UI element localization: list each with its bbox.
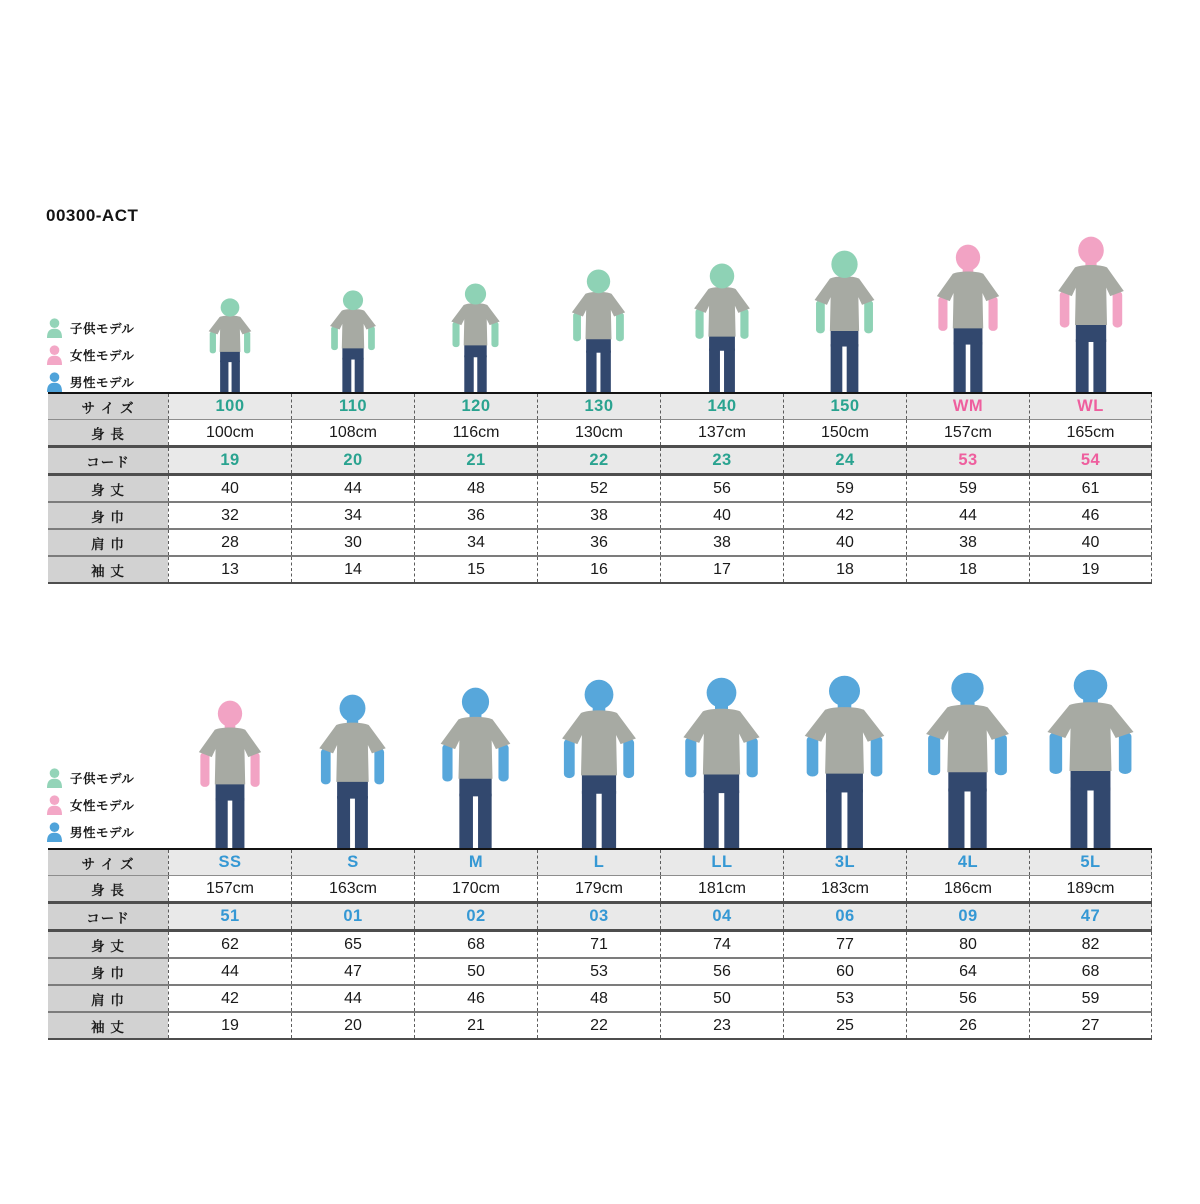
sleeve_length-cell-150: 18 (783, 557, 906, 582)
shoulder_width-cell-120: 34 (414, 530, 537, 555)
sleeve_length-cell-L: 22 (537, 1013, 660, 1038)
table-row-code (48, 448, 1152, 476)
model-figure-S (312, 694, 393, 849)
size-cell-150: 150 (783, 394, 906, 419)
row-label-body_width: 身 巾 (48, 959, 168, 984)
height-cell-LL: 181cm (660, 876, 783, 901)
table-row-body_length (48, 476, 1152, 503)
model-legend-bottom (46, 762, 196, 843)
height-cell-120: 116cm (414, 420, 537, 445)
body_width-cell-L: 53 (537, 959, 660, 984)
body_width-cell-S: 47 (291, 959, 414, 984)
height-cell-150: 150cm (783, 420, 906, 445)
shoulder_width-cell-3L: 53 (783, 986, 906, 1011)
legend-label-child: 子供モデル (70, 771, 135, 786)
body_width-cell-120: 36 (414, 503, 537, 528)
shoulder_width-cell-WL: 40 (1029, 530, 1152, 555)
row-label-shoulder_width: 肩 巾 (48, 986, 168, 1011)
code-cell-140: 23 (660, 448, 783, 473)
code-cell-130: 22 (537, 448, 660, 473)
size-cell-100: 100 (168, 394, 291, 419)
legend-item-child (46, 312, 196, 339)
model-figure-140 (688, 263, 756, 393)
legend-label-female: 女性モデル (70, 798, 135, 813)
size-cell-WM: WM (906, 394, 1029, 419)
model-figure-5L (1038, 669, 1143, 849)
height-cell-WM: 157cm (906, 420, 1029, 445)
shoulder_width-cell-150: 40 (783, 530, 906, 555)
row-label-sleeve_length: 袖 丈 (48, 1013, 168, 1038)
size-cell-4L: 4L (906, 850, 1029, 875)
body_width-cell-4L: 64 (906, 959, 1029, 984)
model-figure-110 (325, 290, 381, 393)
model-figure-100 (204, 298, 256, 393)
row-label-body_width: 身 巾 (48, 503, 168, 528)
height-cell-L: 179cm (537, 876, 660, 901)
row-label-shoulder_width: 肩 巾 (48, 530, 168, 555)
height-cell-3L: 183cm (783, 876, 906, 901)
sleeve_length-cell-120: 15 (414, 557, 537, 582)
size-cell-3L: 3L (783, 850, 906, 875)
model-figure-WL (1051, 236, 1131, 393)
row-label-sleeve_length: 袖 丈 (48, 557, 168, 582)
shoulder_width-cell-5L: 59 (1029, 986, 1152, 1011)
table-row-body_width (48, 959, 1152, 986)
code-cell-5L: 47 (1029, 904, 1152, 929)
body_width-cell-WM: 44 (906, 503, 1029, 528)
code-cell-WM: 53 (906, 448, 1029, 473)
table-row-size (48, 394, 1152, 420)
body_length-cell-LL: 74 (660, 932, 783, 957)
code-cell-WL: 54 (1029, 448, 1152, 473)
size-table-kids-womens (48, 392, 1152, 584)
size-cell-L: L (537, 850, 660, 875)
code-cell-L: 03 (537, 904, 660, 929)
size-cell-S: S (291, 850, 414, 875)
body_length-cell-4L: 80 (906, 932, 1029, 957)
legend-label-child: 子供モデル (70, 321, 135, 336)
table-row-sleeve_length (48, 557, 1152, 584)
model-figure-LL (675, 677, 768, 849)
height-cell-S: 163cm (291, 876, 414, 901)
size-cell-SS: SS (168, 850, 291, 875)
table-row-size (48, 850, 1152, 876)
code-cell-M: 02 (414, 904, 537, 929)
body_length-cell-WM: 59 (906, 476, 1029, 501)
table-row-body_width (48, 503, 1152, 530)
sleeve_length-cell-140: 17 (660, 557, 783, 582)
code-cell-LL: 04 (660, 904, 783, 929)
model-figure-120 (446, 283, 505, 393)
height-cell-SS: 157cm (168, 876, 291, 901)
body_width-cell-WL: 46 (1029, 503, 1152, 528)
row-label-body_length: 身 丈 (48, 476, 168, 501)
shoulder_width-cell-SS: 42 (168, 986, 291, 1011)
model-figure-WM (930, 244, 1006, 393)
row-label-code: コード (48, 448, 168, 473)
legend-item-female (46, 789, 196, 816)
body_width-cell-3L: 60 (783, 959, 906, 984)
table-row-shoulder_width (48, 986, 1152, 1013)
sleeve_length-cell-3L: 25 (783, 1013, 906, 1038)
sleeve_length-cell-LL: 23 (660, 1013, 783, 1038)
model-figure-130 (566, 269, 631, 393)
height-cell-4L: 186cm (906, 876, 1029, 901)
body_length-cell-5L: 82 (1029, 932, 1152, 957)
legend-label-male: 男性モデル (70, 375, 135, 390)
body_width-cell-130: 38 (537, 503, 660, 528)
model-legend-top (46, 312, 196, 393)
table-row-code (48, 904, 1152, 932)
row-label-height: 身 長 (48, 420, 168, 445)
product-code-title: 00300-ACT (46, 206, 139, 225)
body_length-cell-120: 48 (414, 476, 537, 501)
sleeve_length-cell-4L: 26 (906, 1013, 1029, 1038)
sleeve_length-cell-100: 13 (168, 557, 291, 582)
body_length-cell-100: 40 (168, 476, 291, 501)
person-bust-icon (46, 795, 63, 815)
row-label-height: 身 長 (48, 876, 168, 901)
sleeve_length-cell-5L: 27 (1029, 1013, 1152, 1038)
person-bust-icon (46, 345, 63, 365)
sleeve_length-cell-WM: 18 (906, 557, 1029, 582)
body_length-cell-SS: 62 (168, 932, 291, 957)
body_length-cell-140: 56 (660, 476, 783, 501)
person-bust-icon (46, 768, 63, 788)
body_width-cell-110: 34 (291, 503, 414, 528)
code-cell-SS: 51 (168, 904, 291, 929)
code-cell-S: 01 (291, 904, 414, 929)
legend-item-male (46, 816, 196, 843)
row-label-body_length: 身 丈 (48, 932, 168, 957)
body_width-cell-M: 50 (414, 959, 537, 984)
model-figure-3L (796, 675, 893, 849)
body_length-cell-M: 68 (414, 932, 537, 957)
model-figure-150 (808, 250, 881, 393)
shoulder_width-cell-S: 44 (291, 986, 414, 1011)
sleeve_length-cell-110: 14 (291, 557, 414, 582)
legend-label-male: 男性モデル (70, 825, 135, 840)
sleeve_length-cell-WL: 19 (1029, 557, 1152, 582)
row-label-code: コード (48, 904, 168, 929)
body_length-cell-L: 71 (537, 932, 660, 957)
sleeve_length-cell-SS: 19 (168, 1013, 291, 1038)
table-row-sleeve_length (48, 1013, 1152, 1040)
height-cell-5L: 189cm (1029, 876, 1152, 901)
size-cell-LL: LL (660, 850, 783, 875)
model-figure-SS (192, 700, 268, 849)
sleeve_length-cell-130: 16 (537, 557, 660, 582)
shoulder_width-cell-4L: 56 (906, 986, 1029, 1011)
table-row-height (48, 420, 1152, 448)
model-figure-4L (917, 672, 1018, 849)
height-cell-130: 130cm (537, 420, 660, 445)
shoulder_width-cell-LL: 50 (660, 986, 783, 1011)
legend-item-child (46, 762, 196, 789)
row-label-size: サ イ ズ (48, 850, 168, 875)
person-bust-icon (46, 822, 63, 842)
body_width-cell-150: 42 (783, 503, 906, 528)
height-cell-140: 137cm (660, 420, 783, 445)
body_length-cell-S: 65 (291, 932, 414, 957)
legend-label-female: 女性モデル (70, 348, 135, 363)
height-cell-100: 100cm (168, 420, 291, 445)
size-cell-140: 140 (660, 394, 783, 419)
shoulder_width-cell-140: 38 (660, 530, 783, 555)
shoulder_width-cell-WM: 38 (906, 530, 1029, 555)
legend-item-female (46, 339, 196, 366)
body_length-cell-130: 52 (537, 476, 660, 501)
body_length-cell-WL: 61 (1029, 476, 1152, 501)
code-cell-100: 19 (168, 448, 291, 473)
person-bust-icon (46, 372, 63, 392)
table-row-body_length (48, 932, 1152, 959)
body_width-cell-140: 40 (660, 503, 783, 528)
model-figure-L (554, 679, 644, 849)
table-row-shoulder_width (48, 530, 1152, 557)
code-cell-120: 21 (414, 448, 537, 473)
shoulder_width-cell-130: 36 (537, 530, 660, 555)
body_length-cell-150: 59 (783, 476, 906, 501)
height-cell-WL: 165cm (1029, 420, 1152, 445)
body_length-cell-3L: 77 (783, 932, 906, 957)
body_length-cell-110: 44 (291, 476, 414, 501)
size-cell-110: 110 (291, 394, 414, 419)
person-bust-icon (46, 318, 63, 338)
size-cell-130: 130 (537, 394, 660, 419)
code-cell-150: 24 (783, 448, 906, 473)
body_width-cell-LL: 56 (660, 959, 783, 984)
row-label-size: サ イ ズ (48, 394, 168, 419)
body_width-cell-100: 32 (168, 503, 291, 528)
size-cell-M: M (414, 850, 537, 875)
table-row-height (48, 876, 1152, 904)
height-cell-110: 108cm (291, 420, 414, 445)
model-figure-M (433, 687, 518, 849)
code-cell-4L: 09 (906, 904, 1029, 929)
size-cell-WL: WL (1029, 394, 1152, 419)
size-table-mens (48, 848, 1152, 1040)
sleeve_length-cell-M: 21 (414, 1013, 537, 1038)
sleeve_length-cell-S: 20 (291, 1013, 414, 1038)
size-cell-120: 120 (414, 394, 537, 419)
shoulder_width-cell-110: 30 (291, 530, 414, 555)
code-cell-3L: 06 (783, 904, 906, 929)
shoulder_width-cell-100: 28 (168, 530, 291, 555)
shoulder_width-cell-L: 48 (537, 986, 660, 1011)
body_width-cell-5L: 68 (1029, 959, 1152, 984)
body_width-cell-SS: 44 (168, 959, 291, 984)
height-cell-M: 170cm (414, 876, 537, 901)
code-cell-110: 20 (291, 448, 414, 473)
size-cell-5L: 5L (1029, 850, 1152, 875)
legend-item-male (46, 366, 196, 393)
shoulder_width-cell-M: 46 (414, 986, 537, 1011)
